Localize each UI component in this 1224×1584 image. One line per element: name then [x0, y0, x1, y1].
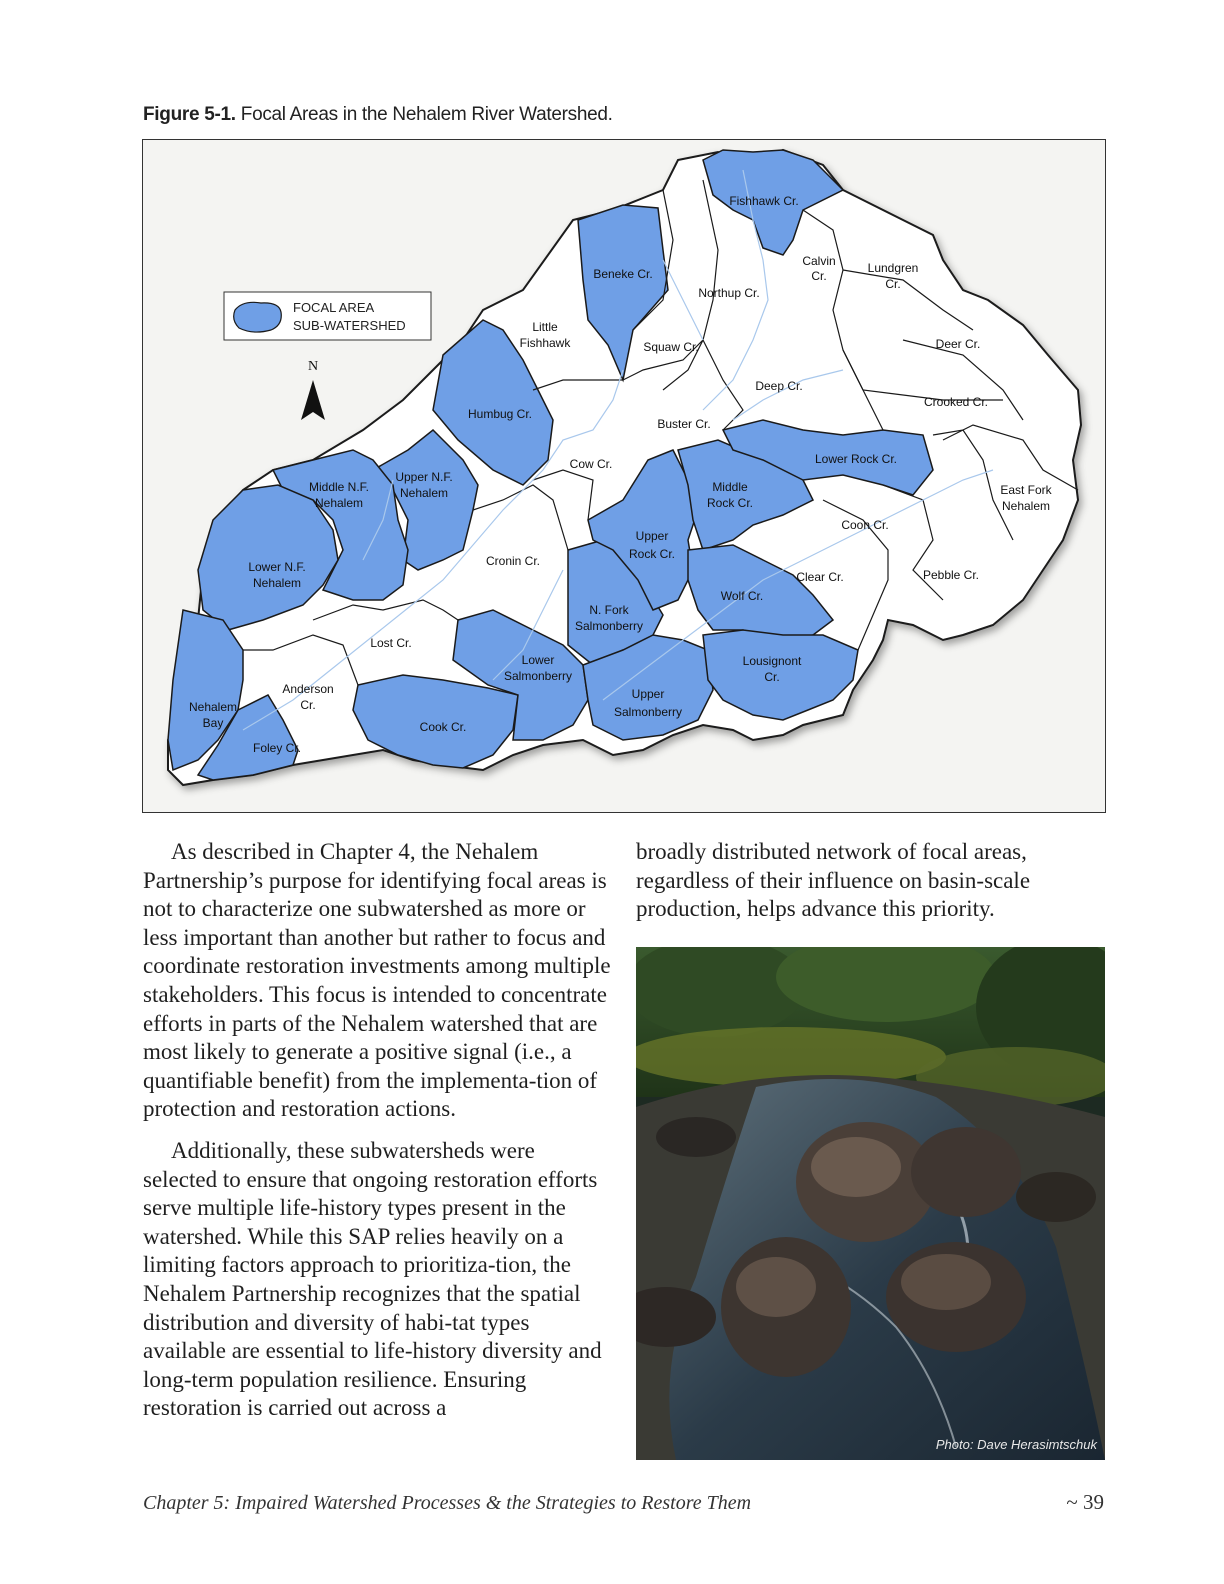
label-upperrock-2: Rock Cr.	[628, 547, 676, 561]
label-little-1: Little	[532, 320, 558, 334]
river-photo-image	[636, 947, 1105, 1460]
figure-caption	[143, 104, 613, 126]
label-cronin: Cronin Cr.	[485, 554, 541, 568]
label-squaw: Squaw Cr.	[643, 340, 699, 354]
body-right-column	[636, 838, 1106, 924]
watershed-map	[142, 139, 1106, 813]
label-beneke: Beneke Cr.	[593, 267, 653, 281]
legend-line-2: SUB-WATERSHED	[293, 318, 406, 333]
paragraph-1: As described in Chapter 4, the Nehalem Partnership’s purpose for identifying focal areas is not to characterize one subwatershed as more or less important than another but rather to focus and coordinate restoration investments among multiple stakeholders. This focus is intended to concentrate efforts in parts of the Nehalem watershed that are most likely to generate a positive signal (i.e., a quantifiable benefit) from the implementa-tion of protection and restoration actions.	[143, 839, 611, 1122]
label-nehalembay-1: Nehalem	[188, 700, 238, 714]
label-coon: Coon Cr.	[841, 518, 889, 532]
label-middlerock-2: Rock Cr.	[706, 496, 754, 510]
label-humbug: Humbug Cr.	[467, 407, 533, 421]
label-lost: Lost Cr.	[370, 636, 412, 650]
label-lowersalm-1: Lower	[521, 653, 555, 667]
label-cow: Cow Cr.	[569, 457, 613, 471]
label-lousignont-2: Cr.	[764, 670, 780, 684]
paragraph-2: Additionally, these subwatersheds were selected to ensure that ongoing restoration efforts serve multiple life-history types present in the watershed. While this SAP relies heavily on a limiting factors approach to prioritiza-tion, the Nehalem Partnership recognizes that the spatial distribution and diversity of habi-tat types available are essential to life-history diversity and long-term population resilience. Ensuring restoration is carried out across a	[143, 1137, 602, 1421]
footer-chapter: Chapter 5: Impaired Watershed Processes & the Strategies to Restore Them	[143, 1492, 752, 1514]
label-lowernf-1: Lower N.F.	[248, 560, 306, 574]
label-nehalembay-2: Bay	[202, 716, 224, 730]
label-calvin-2: Cr.	[811, 269, 827, 283]
label-wolf: Wolf Cr.	[720, 589, 764, 603]
label-anderson-2: Cr.	[300, 698, 316, 712]
label-lowersalm-2: Salmonberry	[503, 669, 573, 683]
label-deer: Deer Cr.	[935, 337, 981, 351]
label-middlenf-1: Middle N.F.	[308, 480, 370, 494]
map-legend	[224, 292, 431, 340]
figure-title: Focal Areas in the Nehalem River Watershed.	[240, 104, 613, 125]
map-svg	[143, 140, 1105, 812]
footer-page-number: ~ 39	[1066, 1490, 1104, 1514]
label-calvin-1: Calvin	[802, 254, 836, 268]
river-photo	[636, 947, 1105, 1460]
label-uppersalm-1: Upper	[631, 687, 665, 701]
body-left-column	[143, 838, 613, 1423]
label-crooked: Crooked Cr.	[923, 395, 989, 409]
north-label: N	[307, 359, 319, 374]
label-lundgren-1: Lundgren	[867, 261, 919, 275]
label-uppersalm-2: Salmonberry	[613, 705, 683, 719]
label-upperrock-1: Upper	[635, 529, 669, 543]
figure-number: Figure 5-1.	[143, 104, 236, 125]
label-little-2: Fishhawk	[519, 336, 571, 350]
label-fishhawk: Fishhawk Cr.	[729, 194, 799, 208]
legend-line-1: FOCAL AREA	[293, 300, 375, 315]
label-northup: Northup Cr.	[698, 286, 760, 300]
legend-swatch	[234, 302, 282, 332]
label-uppernf-2: Nehalem	[399, 486, 449, 500]
label-nfork-1: N. Fork	[589, 603, 629, 617]
photo-credit: Photo: Dave Herasimtschuk	[935, 1437, 1097, 1452]
label-lowerrock: Lower Rock Cr.	[814, 452, 898, 466]
label-middlerock-1: Middle	[712, 480, 748, 494]
label-clear: Clear Cr.	[796, 570, 844, 584]
label-lousignont-1: Lousignont	[742, 654, 802, 668]
label-eastfork-2: Nehalem	[1001, 499, 1051, 513]
label-uppernf-1: Upper N.F.	[395, 470, 453, 484]
label-nfork-2: Salmonberry	[574, 619, 644, 633]
label-lundgren-2: Cr.	[885, 277, 901, 291]
paragraph-3: broadly distributed network of focal areas, regardless of their influence on basin-scale production, helps advance this priority.	[636, 839, 1031, 922]
label-cook: Cook Cr.	[419, 720, 467, 734]
label-eastfork-1: East Fork	[1000, 483, 1052, 497]
label-anderson-1: Anderson	[282, 682, 334, 696]
label-pebble: Pebble Cr.	[922, 568, 980, 582]
label-deep: Deep Cr.	[755, 379, 803, 393]
label-buster: Buster Cr.	[657, 417, 711, 431]
label-foley: Foley Cr.	[252, 741, 302, 755]
label-lowernf-2: Nehalem	[252, 576, 302, 590]
label-middlenf-2: Nehalem	[314, 496, 364, 510]
